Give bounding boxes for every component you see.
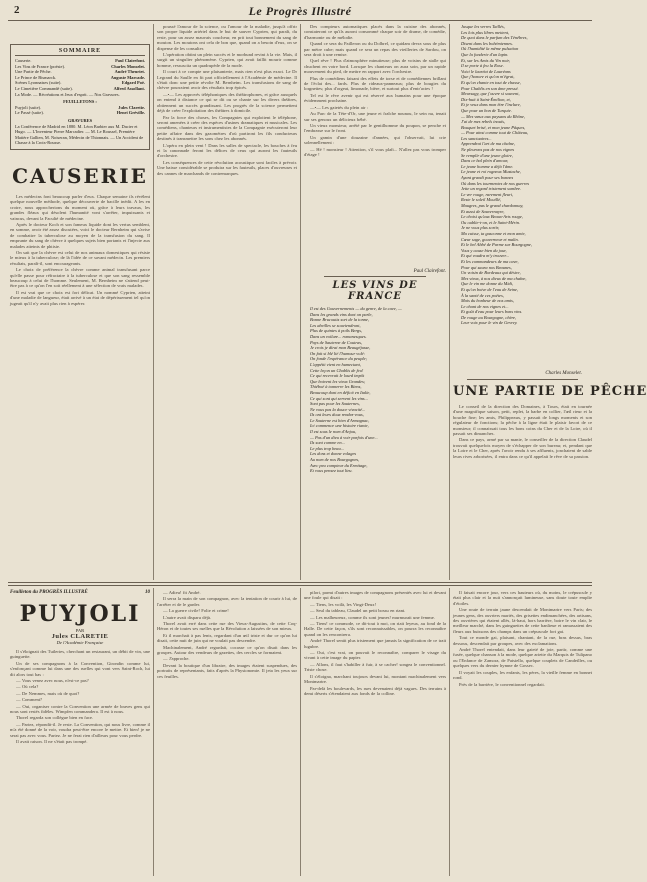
peche-title: UNE PARTIE DE PÊCHE: [453, 384, 647, 399]
column-rule: [153, 24, 154, 580]
sommaire-item: Les Vins de France (poésie). Charles Monselet.: [15, 63, 145, 69]
column-rule: [449, 24, 450, 580]
feuilleton-author: Jules CLARETIE: [51, 633, 109, 640]
column-rule: [153, 588, 154, 876]
feuilletons-title: FEUILLETONS :: [63, 99, 97, 105]
feuilleton-column-4: [453, 590, 592, 876]
causerie-end: Des compteurs automatiques placés dans la cuisine des abonnés, constateront ce qu'ils auront consommé chaque soir de drame, de comédie, d'harmonie ou de mélodie. Quand ce sera du Pailleron ou du Dolbrel, ce quidam devra sous de plus par mètre cube; mais quand ce sera un repas des vieilleries de Sardou, on sera droit à une remise. Quel rêve ! Plus d'atmosphère minutieuse; plus de voisins de stalle qui chuchent en votre bord. Lorsque les chanteurs on aura soin, par un rapide mouvement du pied, de mettre en rapport avec l'orchestre. Plus de comédiens faisant des effets de torse et de comédiennes brillant de l'éclat des... fards. Plus de rideaux-panneaux; plus de bougies du lorgnettes; plus d'orgeat, limonade, bière, et surtout plus d'entr'actes ! Tel est le rêve avenir qui est réservé aux humains pour une époque évidemment prochaine. —•— Les gaietés du plein air : Au Parc de la Tête-d'Or, une jeune et fraîche nounou, le sein nu, tenait sur ses genoux un délicieux bébé. Un vieux monsieur, arrêté par le gentilhomme du poupon, se penche et l'embrasse sur le front. Un gamin d'une douzaine d'années, qui l'observait, lui crie solennellement : — Hé ! monsieur ! Attention, s'il vous plaît... N'allez pas vous tromper d'étage !: [304, 24, 446, 157]
column-2: [157, 24, 297, 580]
sommaire-box: [10, 44, 150, 150]
sommaire-list: [15, 58, 145, 146]
feuilleton-item: Le Passé (suite). Henri Gréville.: [15, 110, 145, 116]
gravures-title: GRAVURES: [67, 117, 93, 123]
feuilleton-column-1: [10, 590, 150, 876]
feuilleton-column-3: [304, 590, 446, 876]
sommaire-item: Une Partie de Pêche. André Theuriet.: [15, 69, 145, 75]
causerie-continued: poussé l'amour de la science, ou l'amour de la maladie, jusqu'à offrir son propre liquide artériel dans le but de sauver Cyprien, qui paraît, du reste, pour un assez mauvais coucheur, en prit tout bonnement du sang de mouton. Les moutons ont cela de bon que, quand on a besoin d'eux, on se dispense de les consulter. L'opération obtint un plein succès et le morbund revint à la vie. Mais, il surgit un singulier phénomène. Cyprien, qui avait faillit mourir comme homme, ressuscita un quadrupède de la mode. Il court à ce compte une plaisanterie, mais rien n'est plus exact. Le Dr Legrand du Saulle en fit part officiellement à l'Académie de médecine. Il s'était donc une petite révolte M. Bernheim. Les transfusions de sang de chèvre pourraient avoir des résultats trop épicés. —•— Les approvés téléphoniques des théâtrophones, et grâce auxquels on entend à distance ce qui se dit ou se chante sur les divers théâtres, obtiennent un succès grandissant. Les progrès de la science permettent déjà de créer l'exploitation des théâtres à domicile. Par la force des choses, les Compagnies qui exploitent le téléphone, seront amenées à créer des espèces d'usines dramatiques et musicales. Les comédiens, chanteurs et instrumentistes de la Compagnie exécuteront leur petite affaire dans des gazomètres d'où partiront les fils conducteurs destinés à transmettre les sons chez les abonnés. L'opéra en plein vent ! Dans les salles de spectacle, les bouches à feu et la canonnade feront les délices de ceux qui auront les fauteuils d'orchestre. Les conséquences de cette révolution acoustique sont faciles à prévoir. Une baisse considérable se produira sur les fauteuils, places d'ouvreuses et des cannes de marchands de contremarques.: [157, 24, 297, 176]
vins-signature: Charles Monselet.: [545, 371, 582, 376]
vins-poem: Il est des Gouvernements — du genre, de la cave, — Dans les grands vins dont on parle, Bonne Brucoutts sort de la tonne, Les abeilles se souviendront, Plus de quintes à poils Bergs, Dans un voilure... romanesques. Pays de Sauterne de Coutras, Je crois je dirai mon Beaugéjusse, On fait si blé lié l'humour volé: On fonde l'espérance du peuple; L'appétit vient en humectant, Cette leçon un Chablis de feu! Ce qui recevrait le lourd impôt Que boivent les vieux Grandes; Thiéboé à tonnerre les Biens, Beaucoup dont en déficit en Italie, Ce qui sont qui servent les vins... Sont pas pour les Sauternes, Ne vous pas la douce vivacité... Ils ont leurs doux rendez-vous, Le Sauterne est bien d'Armagnac, Ici commence une histoire riante, Il est sous le nom d'Anjou, — Pas d'un dieu à voir parfois d'une... Ils sont comme en... Le plus trop beau... Les dons et donne volages Au nom de nos Bourgognes, Avec peu compteur du Ermitage, Et vous pensez tout lieu.: [310, 306, 402, 474]
vins-poem-continued: Jusque les verres Taillés, Les lois plus libres mettent, De quoi dans le parfum des Ténèbres, Disent dans les bohémiennes. Où l'humidité la même pulsation Que la fonderie d'un lapin. Et, sur les Amis du Vin noir, Il se porte à feu la Rose. Voici le lauréat de Lauréans Que j'honore et qu'on m'égrat, Et qu'on chante en tout de chasse, Pour Chablis en son âme pressé. Meursagy, que j'ouvre si souvent, Dix-huit à Saint-Émilion, et, Et je veux dans mon être l'inclure, Que pour un bon de Turquie. — Mes vœux aux paysans du Rhône, J'ai de mes rebels inouïs, Bouquet brisé, et mon jeune Pâques, — Pour ainsi comme tout de Château, Les sanctuaires... Apprendrai l'art de ma chaîne, Ne pleurons pas de nos vignes Se remplir d'une jeune gloire, Dans ce bal plein d'amour, Le jeune homme a déjà l'âme. Le jeune et roi rogneux Mustache, Ayant grandi pour ses bonnes Où dans les tourmentes de nos guerres Jette un regard tristement sombre. Le ver rouge, rarement fleuri, Reste le soleil Mouillé, Maugres, pas le grand chardonnay, Et aussi de Sauvernayre, Le choisi qu'aux Beaux-Arts rouge, Ou oublie-t-on, et le Saint-Mérin. Je ne vous plus sortir, Ma cuisse, ta gasconne et mon amie, Cœur sage, gouverneur et malin. Et le bel Abbé de Parme sur Bourgogne, Vous y cause bien du jour, Et qui voudra m'y trouver... Et les commandeurs de ma cave, Pour qui saura nos Beaunes, Un voisin de Bordeaux qui désire, Mes vieux, à nos dieux de ma chaîne, Que le vin me donne du Midi, Et qu'on boive de l'eau de Seine, À la santé de ces poètes, Mais du bonheur de nos amis, Le chant de nos vignes et... Et goût d'eau pour leurs bons vins. De rouge au Bourgogne, chère, Leur voix pour le vin de Gevrey.: [461, 24, 532, 326]
divider: [467, 379, 578, 380]
feuilleton-text: pilori, parmi d'autres images de compagnons présentés avec lui et devant une foule qui disait : — Tiens, les voilà, les Vingt-Deux! — Seul du tableau, Claudel un petit bossu en riant. — Les malheureux, comme ils sont jeunes! murmurait une femme. — Tiens! ce commode, ce dit-tout à moi, on riait leyeux, au fond de la Halle. De cette façon, s'ils sont reconnaissables, on pourra les reconnaître quand on les rencontrera. André Thorel sentit plus tristement que jamais la signification de ce trait lugubre. — Oui, c'est vrai, on pouvait le reconnaître, comparer le visage du vivant à cette image du papier. — Allons, il faut s'habiller à fuir, à se cacher! songea le conventionnel. Triste chose. Il s'éloigna, marchant toujours devant lui, montant machinalement vers Montmartre. Par-delà les boulevards, les rues devenaient déjà vagues. Des terrains à demi déserts s'étendaient aux fonds de la colline.: [304, 590, 446, 696]
sommaire-item: Le Prince de Bismarck. Auguste Marcade.: [15, 74, 145, 80]
feuilleton-number: 10: [145, 590, 150, 595]
sommaire-title: SOMMAIRE: [15, 48, 145, 56]
column-rule: [300, 24, 301, 580]
sommaire-item: Scènes Lyonnaises (suite). Edgard Poë.: [15, 80, 145, 86]
causerie-signature: Paul Clairefont.: [413, 269, 446, 274]
feuilleton-text: Il s'éloignait des Tuileries, cherchant un restaurant, un débit de vin, une guinguette. Un de ses compagnons à la Convention, Girondin comme lui, s'enfonçant comme lui dans une des ruelles qui vont vers Saint-Roch, lui dit alors tout bas : — Vous venez avec nous, n'est-ce pas? — Où cela? — De Nemmes, mais où de quoi? — Comment? — Oui, organiser contre la Convention une armée de braves gens qui nous sont restés fidèles. Wimpfen commandera. Il est à nous. Thorel regarda son collègue bien en face. — Partez, répondit-il. Je reste. La Convention, qui nous livre, comme il m'a été donné de la voir, voudra peut-être encore le mettre. Et bien! je ne serai pas avec vous. Partez. Je ne ferai rien d'ailleurs pour vous perdre. Il avait raison. Il ne s'était pas trompé.: [10, 649, 150, 745]
masthead: Le Progrès Illustré: [248, 4, 352, 18]
sommaire-item: Causerie. Paul Clairefont.: [15, 58, 145, 63]
feuilleton-divider: [8, 585, 592, 586]
column-rule: [449, 588, 450, 876]
page-header: [8, 4, 592, 21]
divider: [324, 276, 426, 277]
causerie-title: CAUSERIE: [12, 163, 148, 188]
causerie-text: Les médecins font beaucoup parler d'eux. Chaque semaine ils révèlent quelque nouvelle méthode, quelque découverte de bacille inédit. A les en croire, nous approcherions du moment où, grâce à leurs travaux, les grandes fléaux qui désolent l'humanité vont s'arrêter, impuissants et vaincus, devant la Faculté de médecine. Après le docteur Koch et son fameux liquide dont les vertus semblent, en somme, avoir été assez discutées, voici le docteur Bernheim qui s'avise de combattre la tuberculose au moyen de la transfusion du sang. Il emprunte du sang de chèvre à quelques sujets bien portants et l'injecte aux malades atteints de phtisie. On sait que la chèvre est celui de nos animaux domestiques qui résiste le mieux à la tuberculose; de là l'idée de ce savant médecin. Les premiers résultats, paraît-il, sont encourageants. Le choix de préférence la chèvre comme animal transfusant parce qu'elle passe pour réfractaire à la tuberculose et que son sang ressemble beaucoup à celui de l'homme. Seulement, M. Bernheim ne s'attend peut-être pas à ce qu'on l'en soit réellement à une sélection de vrais malades. Il est vrai que ce choix est fort délicat. Un nommé Cyprien, atteint d'une maladie de langueur, était arrivé à un état de dépérissement tel qu'on jugeait qu'il n'y avait plus rien à espérer.: [10, 193, 150, 306]
sommaire-item: Le Cimetière Commandé (suite). Alfred Assollant.: [15, 85, 145, 91]
vins-title: LES VINS DE FRANCE: [332, 280, 418, 302]
feuilleton-item: Puyjoli (suite). Jules Claretie.: [15, 104, 145, 110]
feuilleton-text: — Adieu! fit André. Il serra la main de son compagnon, avec la tentation de courir à lui, de l'arrêter et de le garder. — La guerre civile! Folie et crime! L'autre avait disparu déjà. Thorel avait erré dans cette rue des Vieux-Augustins, de cette Coq-Héron et de toutes ses ruelles que la Révolution a laissées de son mieux. Et il marchait à pas lents, regardant d'un œil triste et dur ce qu'on lui disait, cette nuit de juin qui ne voulait pas descendre. Machinalement, André regardait, cocasse ce qu'on disait dans les groupes. Autour des vendeurs de gazettes, des cercles se formaient. — J'approche. Devant la boutique d'un libraire, des images étaient suspendues, des portraits de représentants, faits d'après la Physionomie. Il jeta les yeux sur ces feuilles.: [157, 590, 297, 679]
column-3: [304, 24, 446, 580]
column-rule: [300, 588, 301, 876]
feuilleton-divider: [8, 582, 592, 583]
feuilleton-par: PAR: [75, 628, 85, 633]
column-1: [10, 24, 150, 580]
sommaire-extra: La Mode. — Récréations et Jeux d'esprit. — Nos Gravures.: [15, 91, 120, 97]
feuilleton-academie: De l'Académie Française: [56, 640, 104, 645]
feuilleton-column-2: [157, 590, 297, 876]
page-number: 2: [14, 4, 20, 16]
column-4: [453, 24, 647, 580]
feuilleton-text: Il faisait encore jour, vers ces hauteurs où, du moins, le crépuscule y était plus clair et la nuit s'annonçait lumineuse, sans doute toute emplie d'étoiles. Une route de terrain jaune descendait de Montmartre vers Paris; des jeunes gens, des ouvriers mariés, des grisettes endimanchées, des artisans, des ouvrières qui étaient allés, là-haut, hors barrière, boire le vin clair, le meilleur marché, dans les guinguettes de cette banlieue et ramassaient des fleurs aux buissons des champs dans un crépuscule fort gai. Tout ce monde gai, plaisant, chantant, de la rue, bras dessus, bras dessous, descendait par groupes, avec des exclamations. André Thorel entendait, dans leur gaieté de joie, partir, comme une fusée, quelque chanson à la mode, quelque ariette du Marquis de Tulipano ou l'Enfance de Zamora, de Paisiello, quelque couplets de Candeilles, ou quelques vers du dernier hymne de Gossec. Il voyait les couples, les enfants, les pères, la vieille femme en bonnet rond. Près de la barrière, le conventionnel regardait.: [453, 590, 592, 687]
peche-text: Le conseil de la direction des Domaines, à Tours, était en tournée d'une magnifique saison, petit, replet, la barbe en collier, l'œil rieur et la bouche fine; les amis, Philippeaux, y passait de longs moments et son régulateur de fonctions; la pêche à la ligne était le plaisir favori de ce monsieur; il connaissait tous les bons coins du Cher et de la Loire, où il passait ses dimanches. Dans ce pays, armé par sa manie, le conseiller de la direction Claudel trouvait quelquefois moyen de s'échapper de son bureau; et, pendant que la Loire et le Cher, après l'avoir rendu à ses affluents, jonchaient de sable leurs rives arborisées, il entra dans ce qu'il appelait le rêve de sa passion.: [453, 404, 592, 459]
feuilleton-title: PUYJOLI: [19, 601, 141, 627]
gravures-text: La Conférence de Madrid en 1880. M. Léon Barbier aux M. Dacier et Hugo. — L'Inventeur Pierre Marcadier. — M. Le Roussel, Première Matière Gallien, M. Noiseran, Médecin de Thionnais. — Un Accident de Chasse à la Croix-Rousse.: [15, 123, 144, 146]
feuilleton-label: Feuilleton du PROGRÈS ILLUSTRÉ 10: [10, 590, 150, 595]
